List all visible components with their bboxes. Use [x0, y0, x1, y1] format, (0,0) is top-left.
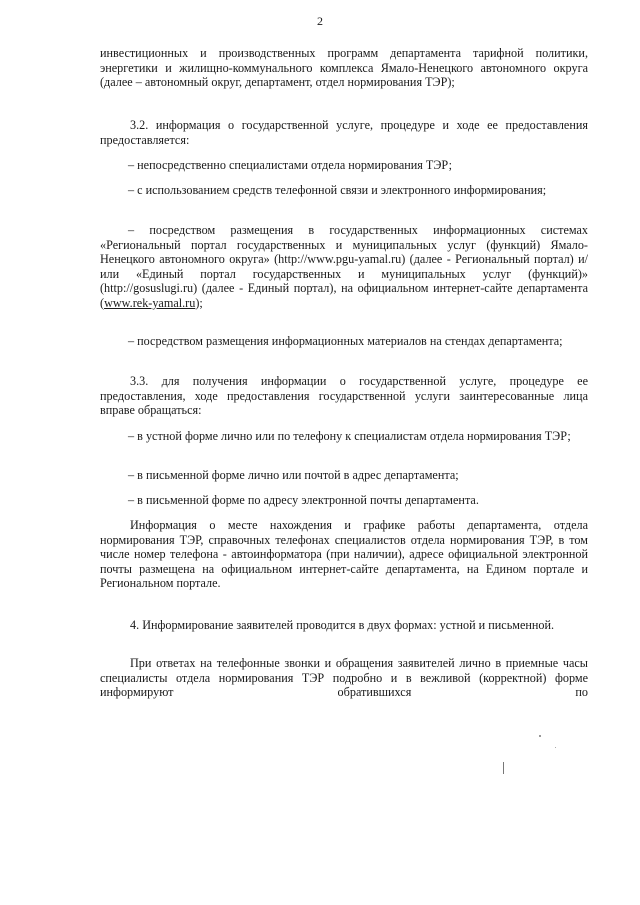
- portals-text-end: );: [195, 295, 203, 310]
- list-item-stands: – посредством размещения информационных материалов на стендах департамента;: [128, 334, 563, 348]
- list-item-phone: – с использованием средств телефонной связи и электронного информирования;: [128, 183, 547, 197]
- page-number: 2: [317, 14, 323, 28]
- list-item-portals: [100, 223, 588, 311]
- list-item-written: – в письменной форме лично или почтой в адрес департамента;: [128, 468, 459, 482]
- scan-mark: [503, 762, 504, 774]
- paragraph-4: 4. Информирование заявителей проводится в двух формах: устной и письменной.: [130, 618, 555, 632]
- paragraph-answers: При ответах на телефонные звонки и обращения заявителей лично в приемные часы специалисты отдела нормирования ТЭР подробно и в вежливой (корректной) форме информируют обратившихся по: [100, 656, 588, 700]
- list-item-specialists: – непосредственно специалистами отдела нормирования ТЭР;: [128, 158, 453, 172]
- scan-speck: [539, 735, 541, 737]
- list-item-email: – в письменной форме по адресу электронной почты департамента.: [128, 493, 479, 507]
- list-item-oral: – в устной форме лично или по телефону к специалистам отдела нормирования ТЭР;: [128, 429, 571, 443]
- portals-text: – посредством размещения в государственных информационных системах «Региональный портал государственных и муниципальных услуг (функций) Ямало-Ненецкого автономного округа» (http://www.pgu-yamal.ru) (далее - Региональный портал) и/или «Единый портал государственных и муниципальных услуг (функций)» (http://gosuslugi.ru) (далее - Единый портал), на официальном интернет-сайте департамента (: [100, 223, 588, 310]
- paragraph-3-3: 3.3. для получения информации о государственной услуге, процедуре ее предоставления, ходе предоставления государственной услуги заинтересованные лица вправе обращаться:: [100, 374, 588, 418]
- paragraph-3-2: 3.2. информация о государственной услуге, процедуре и ходе ее предоставления предоставляется:: [100, 118, 588, 147]
- paragraph-continuation: инвестиционных и производственных программ департамента тарифной политики, энергетики и жилищно-коммунального комплекса Ямало-Ненецкого автономного округа (далее – автономный округ, департамент, отдел нормирования ТЭР);: [100, 46, 588, 90]
- scan-speck: [555, 747, 556, 748]
- paragraph-info-location: Информация о месте нахождения и графике работы департамента, отдела нормирования ТЭР, справочных телефонах специалистов отдела нормирования ТЭР, в том числе номер телефона - автоинформатора (при наличии), адресе официальной электронной почты размещена на официальном интернет-сайте департамента, на Едином портале и Региональном портале.: [100, 518, 588, 591]
- website-link[interactable]: www.rek-yamal.ru: [104, 295, 196, 310]
